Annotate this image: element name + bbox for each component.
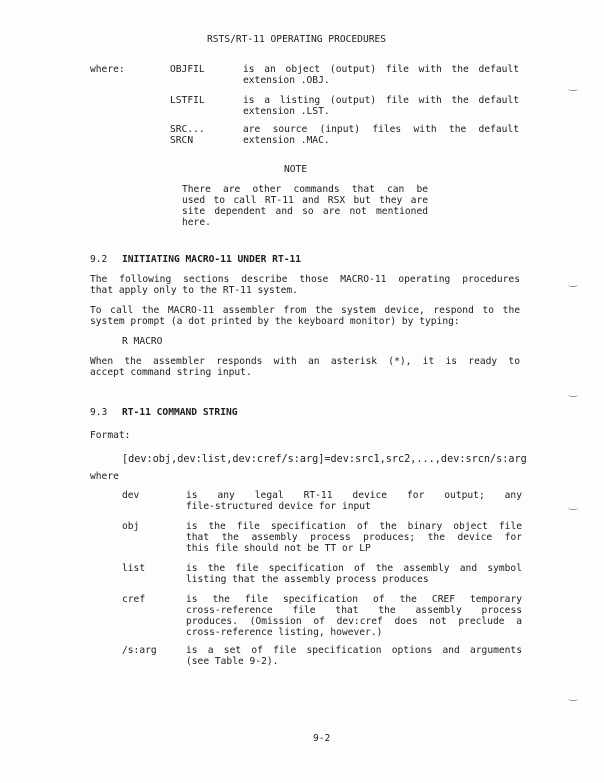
def-term-dev: dev [122,490,140,501]
def-list-line1: is the file specification of the assembly and symbol [186,563,522,574]
note-line-1: There are other commands that can be [182,184,428,195]
def-obj-line1: is the file specification of the binary object file [186,521,522,532]
def-list-line2: listing that the assembly process produces [186,574,429,585]
margin-mark [568,393,578,397]
section-9-3-number: 9.3 [90,407,108,418]
note-title: NOTE [284,164,308,175]
def-obj-line3: this file should not be TT or LP [186,543,371,554]
section-9-2-number: 9.2 [90,254,108,265]
section-9-2-para2-line1: To call the MACRO-11 assembler from the system device, respond to the [90,305,520,316]
file-term-src: SRC... [170,124,205,135]
format-syntax: [dev:obj,dev:list,dev:cref/s:arg]=dev:src1,src2,...,dev:srcn/s:arg [122,454,527,465]
section-9-2-para2-line2: system prompt (a dot printed by the keyboard monitor) by typing: [90,316,460,327]
section-9-2-para1-line2: that apply only to the RT-11 system. [90,285,298,296]
margin-mark [568,283,578,287]
file-term-objfil: OBJFIL [170,64,205,75]
section-9-2-heading: INITIATING MACRO-11 UNDER RT-11 [122,254,302,265]
page-number: 9-2 [313,733,331,744]
file-def-src-line1: are source (input) files with the default [243,124,519,135]
def-sarg-line2: (see Table 9-2). [186,656,279,667]
def-cref-line2: cross-reference file that the assembly process [186,605,522,616]
def-cref-line1: is the file specification of the CREF temporary [186,594,522,605]
def-term-sarg: /s:arg [122,645,157,656]
def-sarg-line1: is a set of file specification options and arguments [186,645,522,656]
section-9-2-para1-line1: The following sections describe those MACRO-11 operating procedures [90,274,520,285]
file-def-lstfil-line1: is a listing (output) file with the default [243,95,519,106]
margin-mark [568,697,578,701]
margin-mark [568,87,578,91]
def-dev-line2: file-structured device for input [186,501,371,512]
file-def-src-line2: extension .MAC. [243,135,330,146]
command-example: R MACRO [122,336,163,347]
margin-mark [568,506,578,510]
where-label: where: [90,64,125,75]
def-term-obj: obj [122,521,140,532]
def-dev-line1: is any legal RT-11 device for output; any [186,490,522,501]
def-cref-line3: produces. (Omission of dev:cref does not preclude a [186,616,522,627]
def-term-list: list [122,563,146,574]
running-header: RSTS/RT-11 OPERATING PROCEDURES [207,34,387,45]
file-def-objfil-line2: extension .OBJ. [243,75,330,86]
note-line-2: used to call RT-11 and RSX but they are [182,195,428,206]
note-line-3: site dependent and so are not mentioned [182,206,428,217]
file-def-objfil-line1: is an object (output) file with the default [243,64,519,75]
section-9-3-heading: RT-11 COMMAND STRING [122,407,238,418]
file-term-srcn: SRCN [170,135,194,146]
where-label-2: where [90,471,119,482]
section-9-2-para3-line2: accept command string input. [90,367,252,378]
def-term-cref: cref [122,594,146,605]
def-obj-line2: that the assembly process produces; the device for [186,532,522,543]
format-label: Format: [90,430,131,441]
section-9-2-para3-line1: When the assembler responds with an asterisk (*), it is ready to [90,356,520,367]
file-term-lstfil: LSTFIL [170,95,205,106]
file-def-lstfil-line2: extension .LST. [243,106,330,117]
def-cref-line4: cross-reference listing, however.) [186,627,383,638]
note-line-4: here. [182,217,211,228]
